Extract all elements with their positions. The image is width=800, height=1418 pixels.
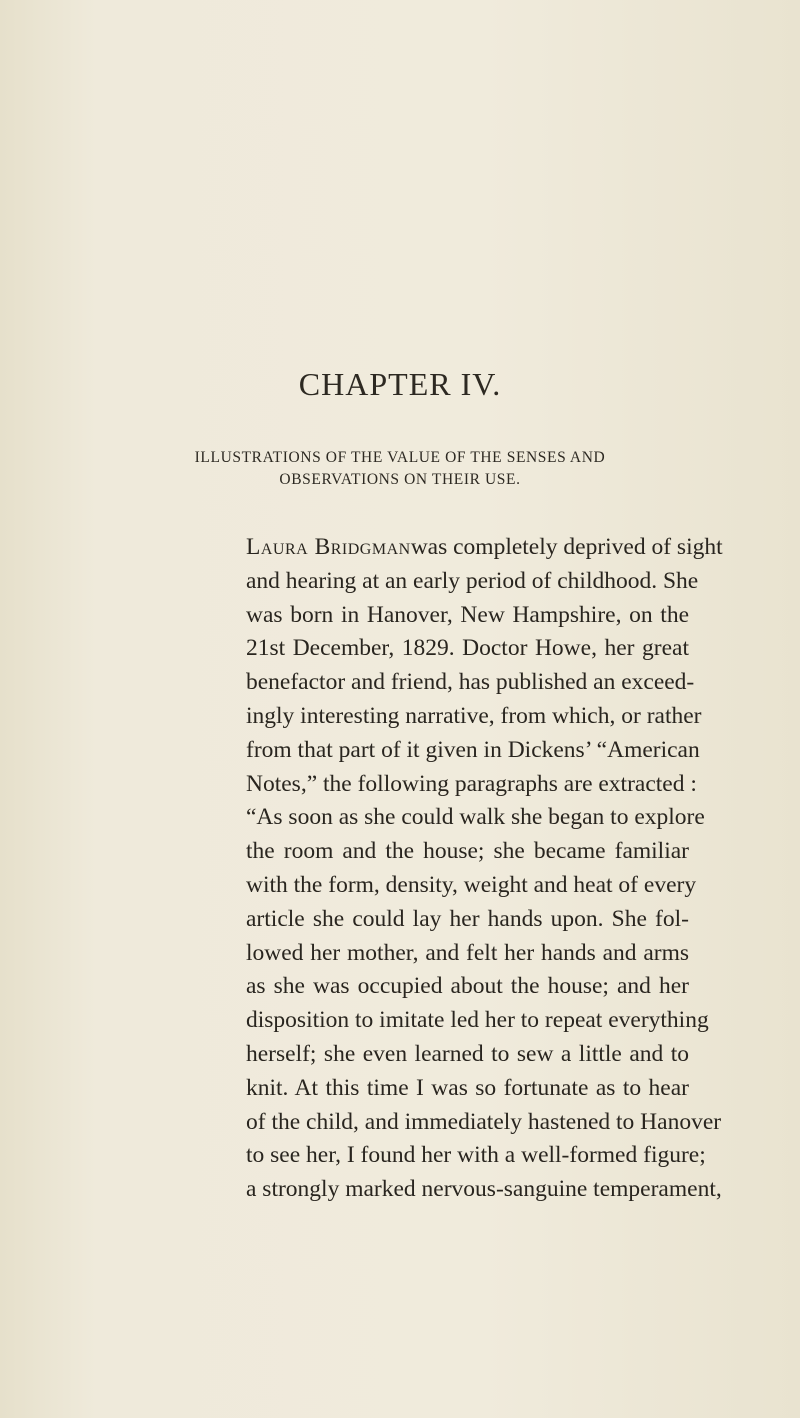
text-line-content: was completely deprived of sight [410,534,723,560]
text-line: lowed her mother, and felt her hands and arms [246,939,689,966]
text-line: Notes,” the following paragraphs are extracted : [246,770,697,797]
subtitle-line: ILLUSTRATIONS OF THE VALUE OF THE SENSES AND [194,449,606,466]
subtitle-line: OBSERVATIONS ON THEIR USE. [279,471,521,488]
lead-name: Laura Bridgman [246,534,411,560]
chapter-title: CHAPTER IV. [298,366,502,402]
text-line: was born in Hanover, New Hampshire, on the [246,601,689,628]
text-line: “As soon as she could walk she began to explore [246,804,705,831]
chapter-subtitle [0,447,800,491]
text-line: article she could lay her hands upon. She fol- [246,905,689,932]
text-line: ingly interesting narrative, from which, or rather [246,702,702,729]
text-line: disposition to imitate led her to repeat everything [246,1007,709,1034]
text-line: the room and the house; she became familiar [246,838,689,865]
text-line: 21st December, 1829. Doctor Howe, her great [246,635,689,662]
text-line: to see her, I found her with a well-formed figure; [246,1142,706,1169]
text-line: herself; she even learned to sew a little and to [246,1040,689,1067]
text-line: of the child, and immediately hastened to Hanover [246,1108,722,1135]
text-line: a strongly marked nervous-sanguine temperament, [246,1176,722,1203]
text-line [246,531,723,565]
text-line: as she was occupied about the house; and her [246,973,689,1000]
text-line: knit. At this time I was so fortunate as to hear [246,1074,689,1101]
text-line: from that part of it given in Dickens’ “American [246,736,700,763]
body-paragraph [246,531,723,1207]
text-line: and hearing at an early period of childhood. She [246,567,699,594]
text-line: with the form, density, weight and heat of every [246,871,697,898]
text-line: benefactor and friend, has published an exceed- [246,669,695,696]
